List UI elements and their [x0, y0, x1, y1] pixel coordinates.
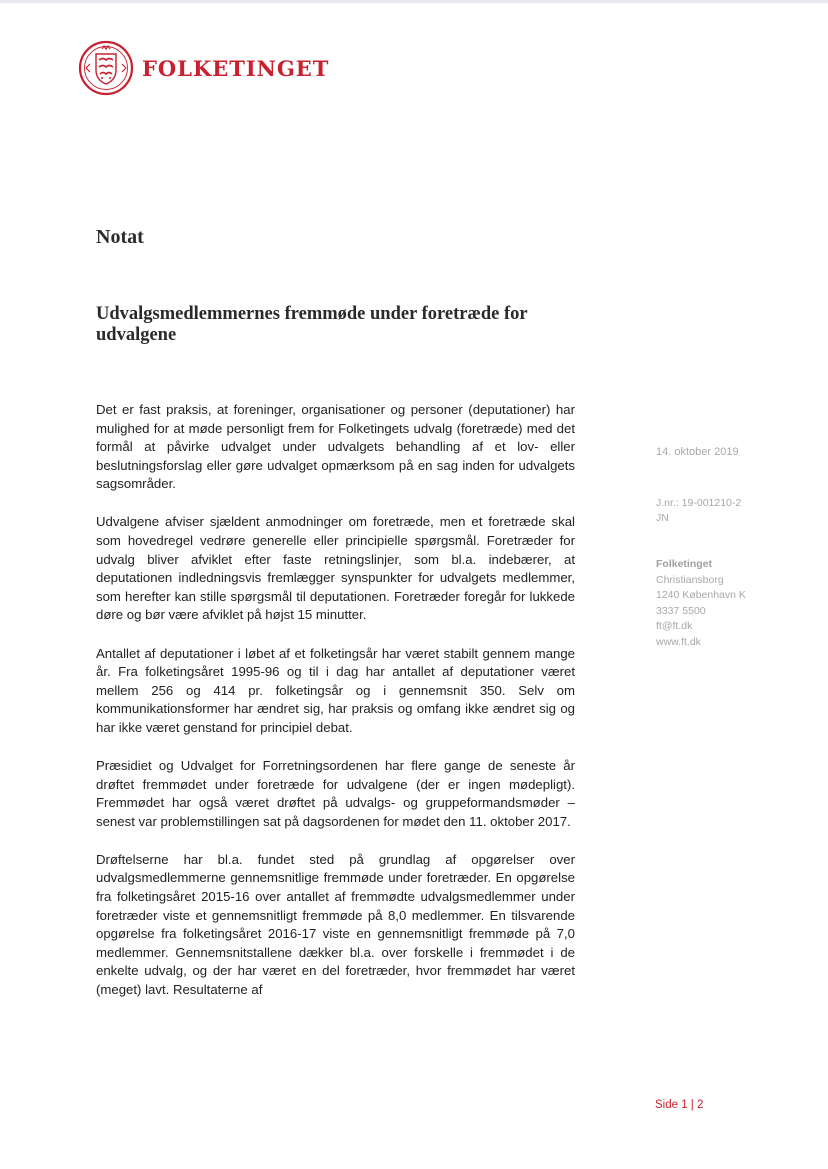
document-title: Udvalgsmedlemmernes fremmøde under foretræde for udvalgene — [96, 304, 528, 345]
coat-of-arms-icon — [78, 40, 134, 96]
body-paragraph: Antallet af deputationer i løbet af et folketingsår har været stabilt gennem mange år. Fra folketingsåret 1995-96 og til i dag har antallet af deputationer været mellem 256 og 414 pr. folketingsår og i gennemsnit 350. Selv om kommunikationsformer har ændret sig, har praksis og omfang ikke ændret sig og har ikke været genstand for principiel debat. — [96, 645, 575, 735]
phone-number: 3337 5500 — [656, 604, 706, 617]
document-date: 14. oktober 2019 — [656, 446, 739, 458]
body-paragraph: Drøftelserne har bl.a. fundet sted på grundlag af opgørelser over udvalgsmedlemmerne gennemsnitlige fremmøde under foretræder. En opgørelse fra folketingsåret 2015-16 over antallet af fremmødte udvalgsmedlemmer under foretræder viste et gennemsnitligt fremmøde på 8,0 medlemmer. En tilsvarende opgørelse fra folketingsåret 2016-17 viste en gennemsnitligt fremmøde på 7,0 medlemmer. Gennemsnitstallene dækker bl.a. over forskelle i fremmødet i de enkelte udvalg, og der har været en del foretræder, hvor fremmødet har været (meget) lavt. Resultaterne af — [96, 851, 575, 998]
body-paragraph: Det er fast praksis, at foreninger, organisationer og personer (deputationer) har mulighed for at møde personligt frem for Folketingets udvalg (foretræde) med det formål at påvirke udvalget under udvalgets behandling af et lov- eller beslutningsforslag eller gøre udvalget opmærksom på en sag inden for udvalgets sagsområder. — [96, 402, 575, 492]
body-text — [96, 401, 575, 1019]
page-number: Side 1 | 2 — [655, 1099, 704, 1111]
address-line: 1240 København K — [656, 589, 746, 601]
body-paragraph: Udvalgene afviser sjældent anmodninger om foretræde, men et foretræde skal som hovedregel vedrøre generelle eller principielle spørgsmål. Foretræder for udvalg bliver afviklet efter faste retningslinjer, som bl.a. indebærer, at deputationen indledningsvis fremlægger synspunkter for udvalgets medlemmer, som herefter kan stille spørgsmål til deputationen. Foretræder foregår for lukkede døre og bør være afviklet på højst 15 minutter. — [96, 514, 575, 623]
reference-block — [656, 496, 741, 526]
address-line: Christiansborg — [656, 573, 724, 586]
email-address: ft@ft.dk — [656, 620, 693, 632]
address-block — [656, 557, 746, 650]
folketinget-logo — [78, 40, 329, 96]
body-paragraph: Præsidiet og Udvalget for Forretningsordenen har flere gange de seneste år drøftet fremmødet under foretræde for udvalgene (der er ingen mødepligt). Fremmødet har også været drøftet på udvalgs- og gruppeformandsmøder – senest var problemstillingen sat på dagsordenen for mødet den 11. oktober 2017. — [96, 758, 575, 829]
document-type-heading: Notat — [96, 226, 144, 248]
website: www.ft.dk — [656, 635, 701, 648]
logo-wordmark: FOLKETINGET — [142, 55, 330, 81]
journal-number: J.nr.: 19-001210-2 — [656, 497, 742, 509]
scan-edge-rule — [0, 0, 828, 3]
organisation-name: Folketinget — [656, 558, 713, 570]
author-initials: JN — [656, 512, 669, 524]
